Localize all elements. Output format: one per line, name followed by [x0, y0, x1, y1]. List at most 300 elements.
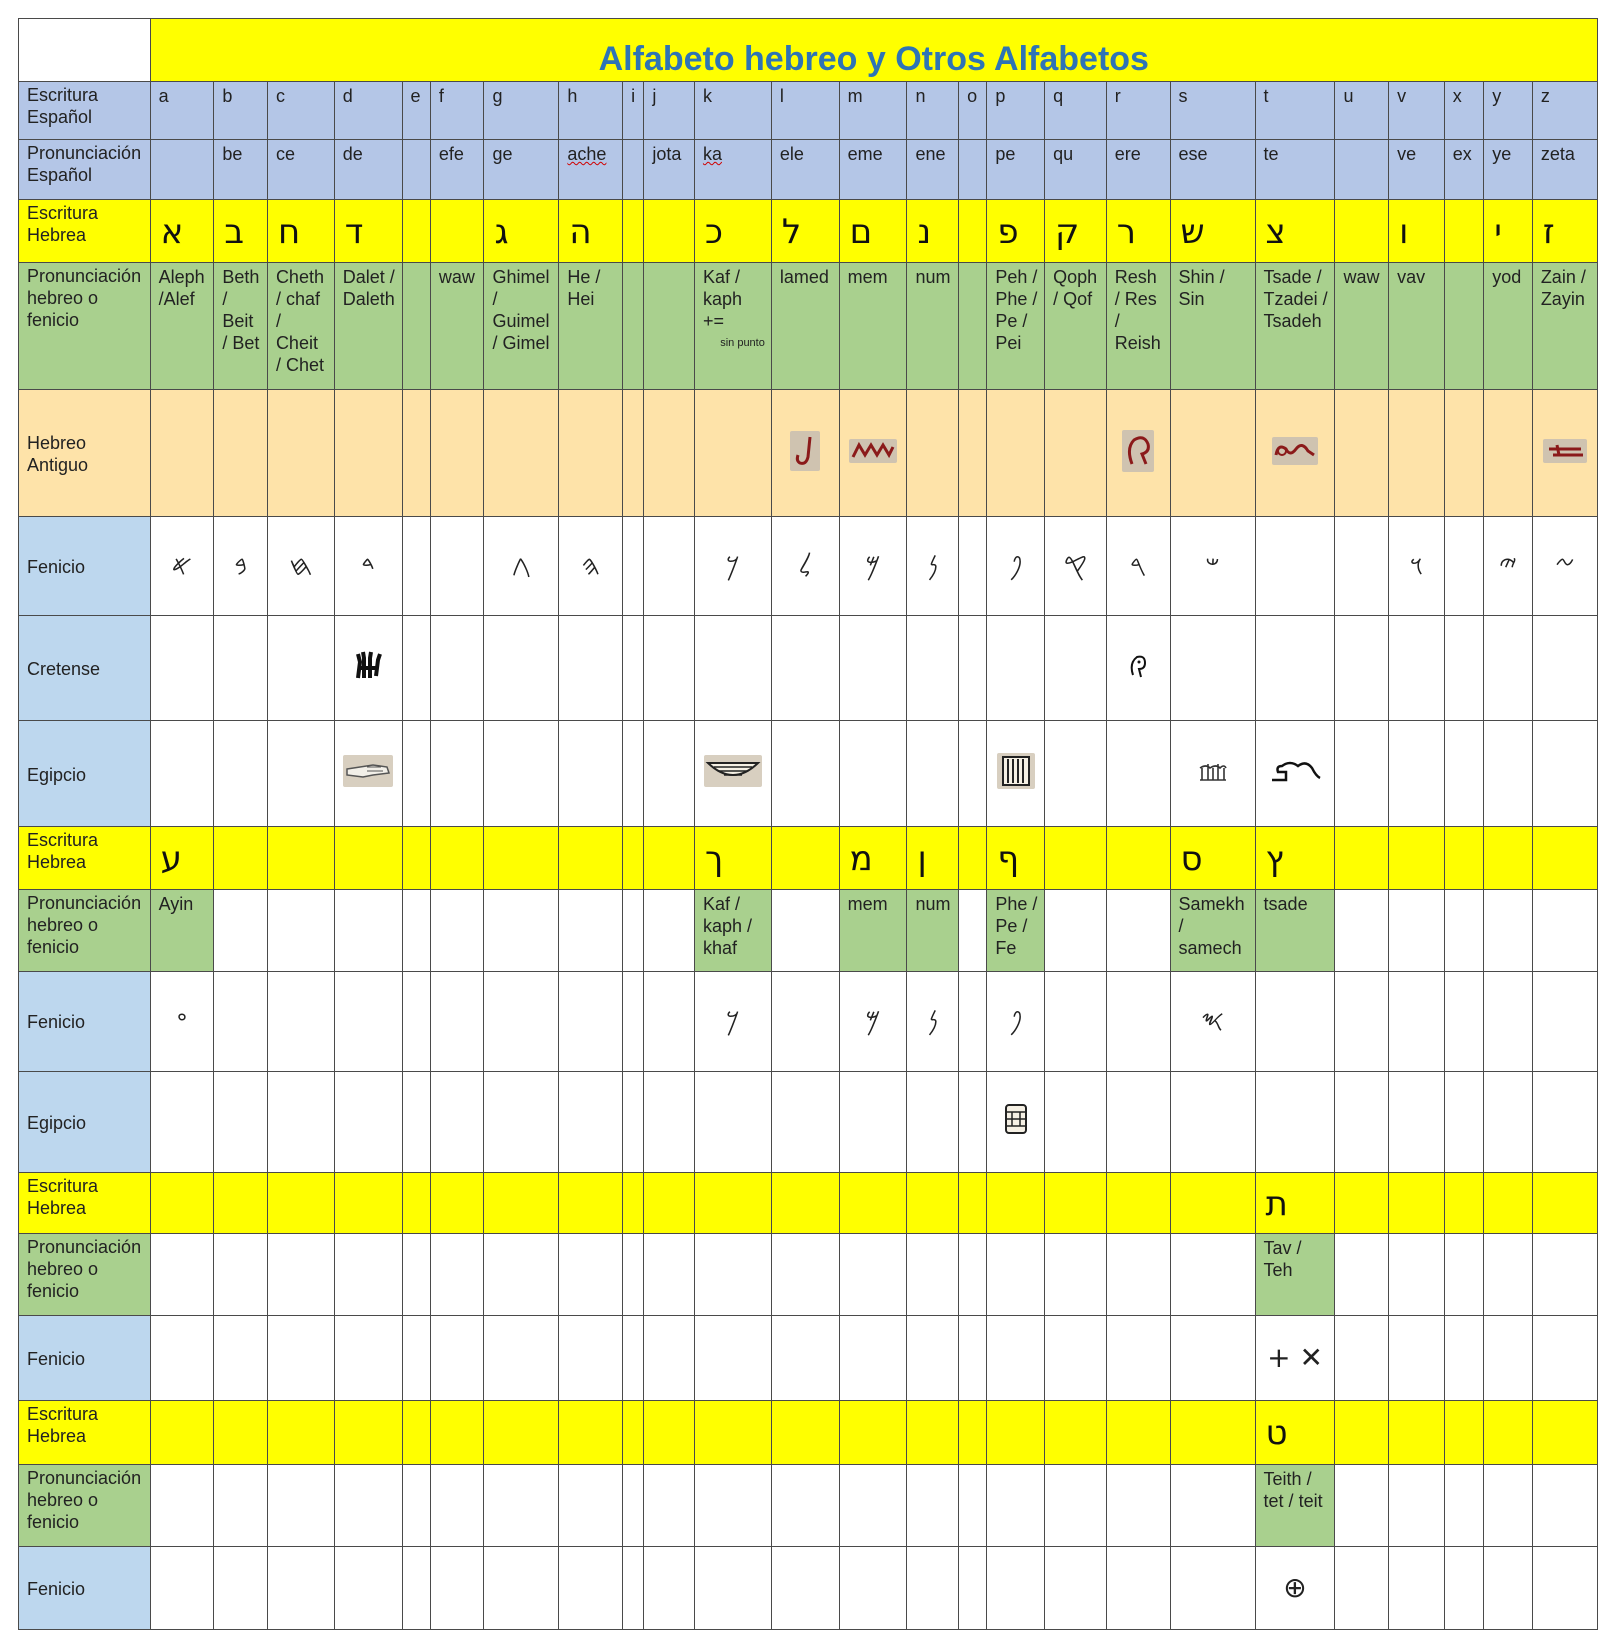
hebrew-pronunciation-2-cell [1045, 889, 1107, 971]
glyph-cell [1255, 390, 1335, 517]
empty-cell [267, 1546, 334, 1629]
empty-cell [430, 1172, 484, 1233]
hebrew-pronunciation-2-cell: Phe / Pe / Fe [987, 889, 1045, 971]
hebrew-pronunciation-2-cell [623, 889, 644, 971]
empty-cell [334, 1464, 402, 1546]
phoenician-glyph-cell: 𐤂 [484, 517, 559, 616]
glyph-cell [267, 721, 334, 826]
spanish-pronunciation-cell: ere [1106, 139, 1170, 199]
glyph-cell [771, 1071, 839, 1172]
egyptian-hand-hieroglyph-icon [343, 771, 393, 791]
phoenician-glyph-cell: 𐤁 [214, 517, 268, 616]
empty-cell [644, 1233, 695, 1315]
hebrew-letter-2-cell [1444, 826, 1483, 889]
hebrew-pronunciation-2-cell [1389, 889, 1445, 971]
glyph-cell [694, 1071, 771, 1172]
hebrew-letter-2-cell: ך [694, 826, 771, 889]
old-mem-wave-glyph-icon [849, 447, 897, 467]
phoenician-glyph-cell [623, 517, 644, 616]
empty-cell [1045, 1233, 1107, 1315]
glyph-cell [1389, 721, 1445, 826]
glyph-cell [1106, 1071, 1170, 1172]
empty-cell [559, 1233, 623, 1315]
glyph-cell [1532, 390, 1597, 517]
empty-cell [1045, 1546, 1107, 1629]
glyph-cell [987, 390, 1045, 517]
empty-cell [839, 1546, 907, 1629]
hebrew-pronunciation-cell: Cheth / chaf / Cheit / Chet [267, 262, 334, 389]
glyph-cell [1484, 616, 1533, 721]
glyph-cell [1532, 616, 1597, 721]
empty-cell [484, 1546, 559, 1629]
glyph-cell [1389, 616, 1445, 721]
corner-cell [19, 19, 151, 82]
phoenician-glyph-cell: 𐤇 [267, 517, 334, 616]
empty-cell [402, 1315, 430, 1400]
empty-cell [1335, 1233, 1389, 1315]
empty-cell [1335, 1400, 1389, 1464]
spanish-letter-cell: h [559, 82, 623, 140]
glyph-cell [150, 390, 214, 517]
empty-cell [644, 1315, 695, 1400]
row-label-pronunciacion-hebreo: Pronunciación hebreo o fenicio [19, 1233, 151, 1315]
empty-cell [150, 1172, 214, 1233]
glyph-cell [1255, 1071, 1335, 1172]
glyph-cell [644, 721, 695, 826]
phoenician-glyph-2-cell [771, 971, 839, 1071]
spanish-letter-cell: l [771, 82, 839, 140]
empty-cell [1335, 1546, 1389, 1629]
old-tsade-glyph-icon [1272, 449, 1318, 469]
glyph-cell [1532, 1071, 1597, 1172]
empty-cell [214, 1464, 268, 1546]
phoenician-glyph-2-cell [334, 971, 402, 1071]
empty-cell [959, 1315, 987, 1400]
spanish-pronunciation-cell: efe [430, 139, 484, 199]
empty-cell [694, 1233, 771, 1315]
phoenician-glyph-cell: 𐤔 [1170, 517, 1255, 616]
hebrew-pronunciation-2-cell [559, 889, 623, 971]
hebrew-letter-2-cell: ן [907, 826, 959, 889]
hebrew-letter-2-cell [559, 826, 623, 889]
phoenician-glyph-2-cell: 𐤍 [907, 971, 959, 1071]
glyph-cell [559, 721, 623, 826]
glyph-cell [1532, 721, 1597, 826]
empty-cell [987, 1172, 1045, 1233]
hebrew-letter-cell: ם [839, 199, 907, 262]
empty-cell [1170, 1464, 1255, 1546]
phoenician-glyph-2-cell [1335, 971, 1389, 1071]
empty-cell [907, 1400, 959, 1464]
phoenician-glyph-2-cell [1106, 971, 1170, 1071]
hebrew-pronunciation-cell: Dalet / Daleth [334, 262, 402, 389]
hebrew-letter-cell: ד [334, 199, 402, 262]
glyph-cell [1170, 390, 1255, 517]
egyptian-cobra-hieroglyph-icon [1268, 770, 1322, 790]
phoenician-glyph-cell: 𐤀 [150, 517, 214, 616]
hebrew-letter-2-cell [1484, 826, 1533, 889]
hebrew-letter-2-cell [1335, 826, 1389, 889]
glyph-cell [402, 721, 430, 826]
spanish-letter-cell: c [267, 82, 334, 140]
empty-cell [839, 1400, 907, 1464]
glyph-cell [907, 1071, 959, 1172]
hebrew-pronunciation-2-cell: Ayin [150, 889, 214, 971]
empty-cell [1106, 1400, 1170, 1464]
glyph-cell [214, 616, 268, 721]
hebrew-letter-cell: פ [987, 199, 1045, 262]
glyph-cell [694, 616, 771, 721]
hebrew-pronunciation-tav: Tav / Teh [1255, 1233, 1335, 1315]
phoenician-glyph-cell: 𐤌 [839, 517, 907, 616]
glyph-cell [1444, 1071, 1483, 1172]
empty-cell [484, 1315, 559, 1400]
empty-cell [1335, 1464, 1389, 1546]
hebrew-letter-2-cell [1532, 826, 1597, 889]
hebrew-letter-2-cell [623, 826, 644, 889]
empty-cell [1045, 1464, 1107, 1546]
hebrew-pronunciation-2-cell: Samekh / samech [1170, 889, 1255, 971]
empty-cell [267, 1315, 334, 1400]
old-resh-head-glyph-icon [1122, 456, 1154, 476]
empty-cell [623, 1172, 644, 1233]
row-label-fenicio: Fenicio [19, 517, 151, 616]
empty-cell [484, 1400, 559, 1464]
spanish-letter-cell: u [1335, 82, 1389, 140]
hebrew-letter-cell [402, 199, 430, 262]
empty-cell [430, 1464, 484, 1546]
empty-cell [214, 1400, 268, 1464]
phoenician-glyph-cell [1335, 517, 1389, 616]
spanish-pronunciation-cell [402, 139, 430, 199]
empty-cell [1106, 1233, 1170, 1315]
phoenician-glyph-cell [644, 517, 695, 616]
empty-cell [1532, 1172, 1597, 1233]
empty-cell [402, 1546, 430, 1629]
glyph-cell [987, 721, 1045, 826]
glyph-cell [1484, 390, 1533, 517]
spanish-pronunciation-cell [1335, 139, 1389, 199]
glyph-cell [644, 616, 695, 721]
hebrew-pronunciation-cell: lamed [771, 262, 839, 389]
row-label-escritura-hebrea: Escritura Hebrea [19, 199, 151, 262]
empty-cell [334, 1233, 402, 1315]
spanish-letter-cell: r [1106, 82, 1170, 140]
row-label-egipcio: Egipcio [19, 1071, 151, 1172]
phoenician-glyph-cell: 𐤊 [694, 517, 771, 616]
empty-cell [907, 1172, 959, 1233]
glyph-cell [959, 721, 987, 826]
cretan-hand-glyph-icon [350, 668, 386, 688]
hebrew-pronunciation-2-cell [959, 889, 987, 971]
empty-cell [559, 1464, 623, 1546]
hebrew-pronunciation-cell: yod [1484, 262, 1533, 389]
glyph-cell [1045, 721, 1107, 826]
glyph-cell [1255, 616, 1335, 721]
glyph-cell [214, 721, 268, 826]
spanish-letter-cell: v [1389, 82, 1445, 140]
glyph-cell [402, 1071, 430, 1172]
phoenician-glyph-2-cell: 𐤏 [150, 971, 214, 1071]
row-label-pronunciacion-hebreo: Pronunciación hebreo o fenicio [19, 1464, 151, 1546]
phoenician-glyph-2-cell [214, 971, 268, 1071]
spanish-pronunciation-cell: jota [644, 139, 695, 199]
empty-cell [150, 1464, 214, 1546]
spanish-pronunciation-cell: ele [771, 139, 839, 199]
glyph-cell [1389, 1071, 1445, 1172]
hebrew-pronunciation-2-cell [1484, 889, 1533, 971]
spanish-letter-cell: z [1532, 82, 1597, 140]
glyph-cell [214, 390, 268, 517]
glyph-cell [559, 616, 623, 721]
hebrew-pronunciation-cell: Beth / Beit / Bet [214, 262, 268, 389]
hebrew-letter-2-cell [334, 826, 402, 889]
glyph-cell [694, 721, 771, 826]
empty-cell [959, 1546, 987, 1629]
glyph-cell [1045, 1071, 1107, 1172]
empty-cell [1335, 1315, 1389, 1400]
glyph-cell [150, 721, 214, 826]
hebrew-letter-2-cell [214, 826, 268, 889]
empty-cell [334, 1172, 402, 1233]
empty-cell [907, 1233, 959, 1315]
empty-cell [907, 1464, 959, 1546]
phoenician-glyph-2-cell [1532, 971, 1597, 1071]
glyph-cell [987, 616, 1045, 721]
empty-cell [1532, 1315, 1597, 1400]
glyph-cell [1444, 390, 1483, 517]
empty-cell [1170, 1233, 1255, 1315]
glyph-cell [430, 390, 484, 517]
spanish-pronunciation-cell [150, 139, 214, 199]
empty-cell [1045, 1172, 1107, 1233]
phoenician-glyph-cell: 𐤓 [1106, 517, 1170, 616]
glyph-cell [334, 1071, 402, 1172]
spanish-letter-cell: y [1484, 82, 1533, 140]
glyph-cell [402, 390, 430, 517]
empty-cell [484, 1464, 559, 1546]
empty-cell [1389, 1315, 1445, 1400]
hebrew-letter-cell: ל [771, 199, 839, 262]
empty-cell [959, 1233, 987, 1315]
empty-cell [1389, 1546, 1445, 1629]
empty-cell [839, 1172, 907, 1233]
phoenician-glyph-cell: 𐤅 [1389, 517, 1445, 616]
glyph-cell [214, 1071, 268, 1172]
empty-cell [1484, 1464, 1533, 1546]
hebrew-pronunciation-cell: vav [1389, 262, 1445, 389]
hebrew-pronunciation-cell: num [907, 262, 959, 389]
empty-cell [987, 1233, 1045, 1315]
hebrew-pronunciation-cell [644, 262, 695, 389]
glyph-cell [334, 721, 402, 826]
hebrew-letter-cell [644, 199, 695, 262]
empty-cell [623, 1233, 644, 1315]
empty-cell [771, 1172, 839, 1233]
hebrew-letter-2-cell: מ [839, 826, 907, 889]
empty-cell [484, 1172, 559, 1233]
row-label-escritura-espanol: Escritura Español [19, 82, 151, 140]
empty-cell [907, 1546, 959, 1629]
hebrew-letter-tet: ט [1255, 1400, 1335, 1464]
hebrew-pronunciation-2-cell [214, 889, 268, 971]
hebrew-letter-2-cell [959, 826, 987, 889]
hebrew-pronunciation-cell [402, 262, 430, 389]
empty-cell [334, 1400, 402, 1464]
row-label-pronunciacion-espanol: Pronunciación Español [19, 139, 151, 199]
row-label-escritura-hebrea: Escritura Hebrea [19, 1172, 151, 1233]
glyph-cell [623, 616, 644, 721]
hebrew-letter-2-cell [644, 826, 695, 889]
empty-cell [694, 1400, 771, 1464]
hebrew-pronunciation-cell: Aleph /Alef [150, 262, 214, 389]
hebrew-letter-cell: נ [907, 199, 959, 262]
glyph-cell [1484, 1071, 1533, 1172]
glyph-cell [1106, 721, 1170, 826]
glyph-cell [1106, 390, 1170, 517]
spanish-pronunciation-cell: ese [1170, 139, 1255, 199]
spanish-pronunciation-cell: ye [1484, 139, 1533, 199]
phoenician-glyph-cell: 𐤒 [1045, 517, 1107, 616]
empty-cell [907, 1315, 959, 1400]
hebrew-letter-cell [1335, 199, 1389, 262]
glyph-cell [1484, 721, 1533, 826]
glyph-cell [839, 721, 907, 826]
hebrew-pronunciation-2-cell [1532, 889, 1597, 971]
phoenician-glyph-2-cell [1255, 971, 1335, 1071]
empty-cell [694, 1172, 771, 1233]
spanish-letter-cell: j [644, 82, 695, 140]
hebrew-pronunciation-cell: waw [430, 262, 484, 389]
glyph-cell [623, 721, 644, 826]
egyptian-shutter-hieroglyph-icon [1003, 1120, 1029, 1140]
spanish-pronunciation-cell: be [214, 139, 268, 199]
phoenician-glyph-cell: 𐤐 [987, 517, 1045, 616]
phoenician-glyph-2-cell [484, 971, 559, 1071]
empty-cell [1484, 1546, 1533, 1629]
empty-cell [214, 1172, 268, 1233]
row-label-cretense: Cretense [19, 616, 151, 721]
phoenician-glyph-2-cell [1444, 971, 1483, 1071]
empty-cell [1106, 1464, 1170, 1546]
phoenician-glyph-2-cell [959, 971, 987, 1071]
empty-cell [1444, 1464, 1483, 1546]
phoenician-glyph-2-cell [402, 971, 430, 1071]
spanish-pronunciation-cell: ene [907, 139, 959, 199]
hebrew-letter-tav: ת [1255, 1172, 1335, 1233]
glyph-cell [987, 1071, 1045, 1172]
glyph-cell [959, 390, 987, 517]
empty-cell [1532, 1464, 1597, 1546]
empty-cell [430, 1546, 484, 1629]
empty-cell [1389, 1464, 1445, 1546]
egyptian-basket-hieroglyph-icon [704, 771, 762, 791]
spanish-letter-cell: s [1170, 82, 1255, 140]
glyph-cell [644, 390, 695, 517]
spanish-letter-cell: q [1045, 82, 1107, 140]
empty-cell [267, 1464, 334, 1546]
glyph-cell [334, 616, 402, 721]
glyph-cell [1045, 616, 1107, 721]
old-lamed-glyph-icon [790, 455, 820, 475]
empty-cell [644, 1172, 695, 1233]
spanish-pronunciation-cell: ce [267, 139, 334, 199]
glyph-cell [771, 390, 839, 517]
glyph-cell [484, 1071, 559, 1172]
empty-cell [484, 1233, 559, 1315]
phoenician-glyph-2-cell: 𐤎 [1170, 971, 1255, 1071]
empty-cell [214, 1233, 268, 1315]
glyph-cell [430, 1071, 484, 1172]
phoenician-glyph-cell: 𐤃 [334, 517, 402, 616]
spanish-pronunciation-cell: zeta [1532, 139, 1597, 199]
empty-cell [839, 1233, 907, 1315]
empty-cell [694, 1464, 771, 1546]
empty-cell [1045, 1315, 1107, 1400]
empty-cell [1106, 1172, 1170, 1233]
glyph-cell [959, 616, 987, 721]
empty-cell [1444, 1172, 1483, 1233]
glyph-cell [559, 1071, 623, 1172]
glyph-cell [1335, 616, 1389, 721]
empty-cell [694, 1315, 771, 1400]
phoenician-glyph-cell [959, 517, 987, 616]
empty-cell [559, 1400, 623, 1464]
glyph-cell [334, 390, 402, 517]
hebrew-pronunciation-2-cell [484, 889, 559, 971]
hebrew-letter-2-cell: ף [987, 826, 1045, 889]
empty-cell [1532, 1233, 1597, 1315]
empty-cell [1389, 1172, 1445, 1233]
spanish-pronunciation-cell: qu [1045, 139, 1107, 199]
empty-cell [1335, 1172, 1389, 1233]
phoenician-glyph-cell: 𐤋 [771, 517, 839, 616]
phoenician-glyph-tet: ⊕ [1255, 1546, 1335, 1629]
empty-cell [623, 1400, 644, 1464]
empty-cell [402, 1464, 430, 1546]
spanish-letter-cell: e [402, 82, 430, 140]
empty-cell [430, 1233, 484, 1315]
phoenician-glyph-2-cell: 𐤐 [987, 971, 1045, 1071]
empty-cell [1170, 1546, 1255, 1629]
hebrew-pronunciation-cell: Kaf / kaph += sin punto [694, 262, 771, 389]
hebrew-letter-2-cell [1045, 826, 1107, 889]
phoenician-glyph-cell: 𐤆 [1532, 517, 1597, 616]
egyptian-pool-hieroglyph-icon [1196, 768, 1230, 788]
row-label-egipcio: Egipcio [19, 721, 151, 826]
hebrew-letter-cell: ח [267, 199, 334, 262]
hebrew-pronunciation-2-cell: num [907, 889, 959, 971]
empty-cell [334, 1315, 402, 1400]
hebrew-pronunciation-cell [1444, 262, 1483, 389]
phoenician-glyph-2-cell [1045, 971, 1107, 1071]
spanish-letter-cell: a [150, 82, 214, 140]
hebrew-pronunciation-2-cell: mem [839, 889, 907, 971]
empty-cell [1106, 1315, 1170, 1400]
page-title: Alfabeto hebreo y Otros Alfabetos [150, 19, 1597, 82]
hebrew-letter-2-cell [1389, 826, 1445, 889]
empty-cell [771, 1233, 839, 1315]
glyph-cell [1335, 721, 1389, 826]
hebrew-letter-cell: ה [559, 199, 623, 262]
empty-cell [1389, 1400, 1445, 1464]
empty-cell [150, 1400, 214, 1464]
phoenician-glyph-2-cell [430, 971, 484, 1071]
empty-cell [267, 1172, 334, 1233]
hebrew-pronunciation-2-cell [644, 889, 695, 971]
empty-cell [771, 1400, 839, 1464]
empty-cell [771, 1546, 839, 1629]
